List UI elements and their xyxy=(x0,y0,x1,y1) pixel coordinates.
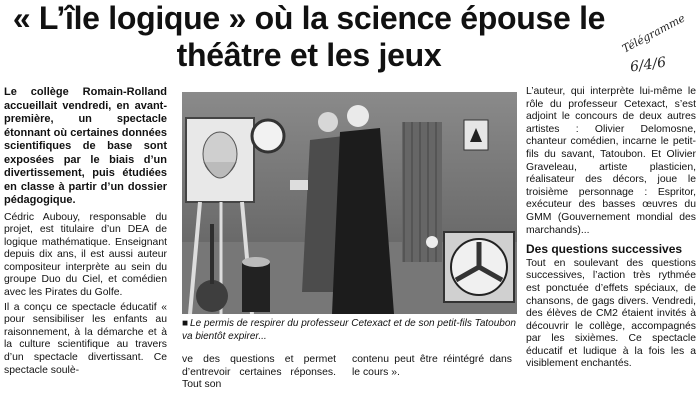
handwritten-date: 6/4/6 xyxy=(629,54,668,76)
photo-illustration xyxy=(182,92,517,314)
photo-caption xyxy=(182,318,517,343)
handwritten-annotation xyxy=(616,11,700,84)
article-paragraph: contenu peut être réintégré dans le cours ». xyxy=(352,354,512,378)
article-paragraph: Cédric Aubouy, responsable du projet, est titulaire d’un DEA de logique mathématique. Enseignant depuis dix ans, il est aussi auteur compositeur interprète au sein du groupe Duo du Ciel, et comédien avec les Pirates du Golfe. xyxy=(4,211,167,299)
caption-text: Le permis de respirer du professeur Cetexact et de son petit-fils Tatoubon va bientôt expirer... xyxy=(182,318,516,342)
article-paragraph: Il a conçu ce spectacle éducatif « pour sensibiliser les enfants au raisonnement, à la démarche et à la culture scientifique au travers d’un spectacle divertissant. Ce spectacle soulè- xyxy=(4,301,167,376)
article-column-1 xyxy=(4,86,167,379)
article-photo xyxy=(182,92,517,314)
article-paragraph: Tout en soulevant des questions successives, l’action très rythmée est ponctuée d’effets spéciaux, de chansons, de gags divers. Vendredi, des élèves de CM2 étaient invités à découvrir le collège, accompagnés par les sixièmes. Ce spectacle éducatif et ludique à la fois les a visiblement enchantés. xyxy=(526,257,696,370)
handwritten-source: Télégramme xyxy=(620,11,688,56)
article-headline: « L’île logique » où la science épouse le théâtre et les jeux xyxy=(12,0,606,73)
article-paragraph: ve des questions et permet d’entrevoir certaines réponses. Tout son xyxy=(182,354,336,391)
article-column-2 xyxy=(182,354,336,394)
article-column-3 xyxy=(352,354,512,381)
article-lead: Le collège Romain-Rolland accueillait vendredi, en avant-première, un spectacle étonnant où certaines données scientifiques de base sont exposées par le biais d’un divertissement, puis étudiées en classe à partir d’un dossier pédagogique. xyxy=(4,86,167,206)
article-subheading: Des questions successives xyxy=(526,242,683,257)
caption-bullet-icon: ■ xyxy=(182,318,189,329)
article-column-4 xyxy=(526,86,696,373)
article-paragraph: L’auteur, qui interprète lui-même le rôle du professeur Cetexact, s’est adjoint le concours de deux autres artistes : Olivier Delomosne, chanteur comédien, incarne le petit-fils du savant, Tatoubon. Et Olivier Graveleau, artiste plasticien, réalisateur des décors, joue le troisième personnage : Espritor, exécuteur des basses œuvres du GMM (Gouvernement mondial des marchands)... xyxy=(526,86,696,236)
